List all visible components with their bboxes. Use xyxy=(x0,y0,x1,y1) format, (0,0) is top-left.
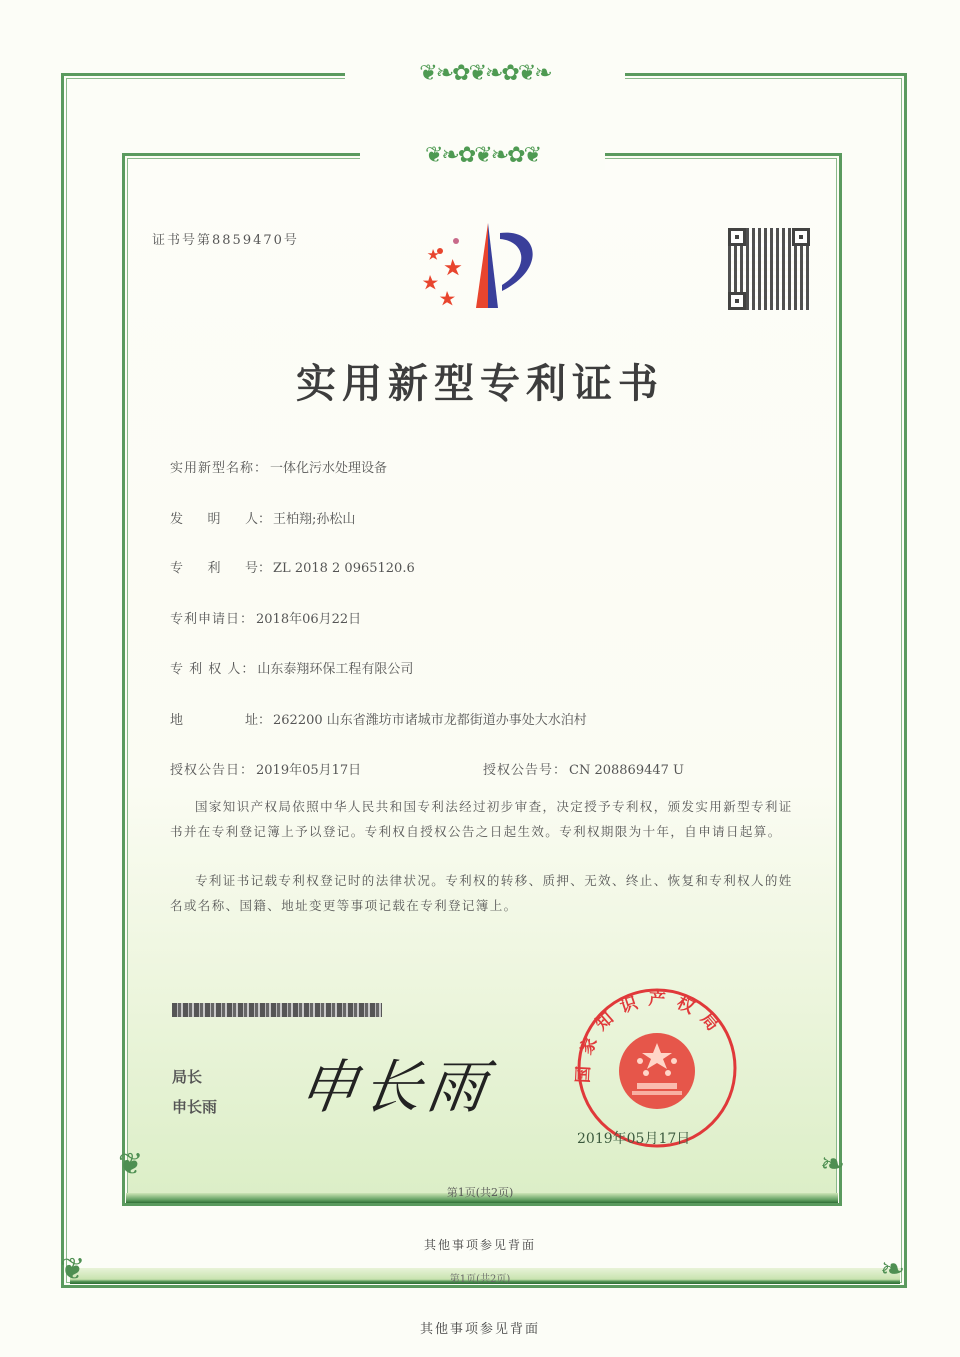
field-value: 王柏翔;孙松山 xyxy=(273,512,356,527)
field-value: 山东泰翔环保工程有限公司 xyxy=(257,662,414,677)
barcode xyxy=(172,1003,382,1017)
label-colon: ： xyxy=(258,713,272,728)
label-colon: ： xyxy=(258,512,272,527)
field-value: 2019年05月17日 xyxy=(256,763,362,778)
corner-flourish-icon: ❦ xyxy=(118,1147,144,1182)
label-char: 地 xyxy=(170,713,184,728)
corner-flourish-icon: ❦ xyxy=(60,1252,86,1287)
field-grant-publication-number xyxy=(483,759,684,778)
label-char: 人 xyxy=(244,512,258,527)
field-label xyxy=(170,709,258,728)
field-label: 实用新型名称： xyxy=(170,461,269,476)
corner-flourish-icon: ❧ xyxy=(880,1252,906,1287)
field-inventor xyxy=(170,508,355,527)
label-char: 址 xyxy=(244,713,258,728)
label-char: 利 xyxy=(207,561,221,576)
field-value: ZL 2018 2 0965120.6 xyxy=(273,561,415,576)
label-char: 明 xyxy=(207,512,221,527)
field-utility-model-name xyxy=(170,457,387,476)
certificate-number: 证书号第8859470号 xyxy=(152,233,299,248)
seal-date: 2019年05月17日 xyxy=(577,1131,691,1147)
label-colon: ： xyxy=(258,561,272,576)
field-grant-date xyxy=(170,759,361,778)
field-filing-date xyxy=(170,608,361,627)
legal-paragraph: 专利证书记载专利权登记时的法律状况。专利权的转移、质押、无效、终止、恢复和专利权人的姓名或名称、国籍、地址变更等事项记载在专利登记簿上。 xyxy=(170,873,793,913)
qr-code xyxy=(728,228,810,310)
director-title: 局长 xyxy=(172,1068,203,1086)
label-char: 号 xyxy=(244,561,258,576)
field-label xyxy=(170,508,258,527)
field-address xyxy=(170,709,587,728)
field-value: 262200 山东省潍坊市诸城市龙都街道办事处大水泊村 xyxy=(273,713,587,728)
page-indicator: 第1页(共2页) xyxy=(446,1186,514,1199)
top-ornament-inner-icon: ❦❧✿❦❧✿❦ xyxy=(360,140,605,170)
back-page-indicator: 第1页(共2页) xyxy=(449,1274,511,1285)
field-label: 授权公告日： xyxy=(170,763,255,778)
director-signature: 申长雨 xyxy=(294,1053,497,1121)
cnipa-logo-icon xyxy=(418,213,548,313)
field-value: CN 208869447 U xyxy=(569,763,684,778)
see-reverse-note: 其他事项参见背面 xyxy=(423,1238,536,1252)
label-char: 专 xyxy=(170,561,184,576)
field-label: 授权公告号： xyxy=(483,763,568,778)
field-patent-number xyxy=(170,557,415,576)
certificate-title: 实用新型专利证书 xyxy=(296,361,664,407)
director-name: 申长雨 xyxy=(172,1098,218,1116)
legal-paragraph: 国家知识产权局依照中华人民共和国专利法经过初步审查，决定授予专利权，颁发实用新型专利证书并在专利登记簿上予以登记。专利权自授权公告之日起生效。专利权期限为十年，自申请日起算。 xyxy=(170,799,793,839)
field-label xyxy=(170,557,258,576)
field-patentee xyxy=(170,658,413,677)
field-value: 一体化污水处理设备 xyxy=(270,461,388,476)
field-value: 2018年06月22日 xyxy=(256,612,362,627)
label-char: 发 xyxy=(170,512,184,527)
field-label: 专利申请日： xyxy=(170,612,255,627)
field-label: 专 利 权 人： xyxy=(170,662,256,677)
back-see-reverse-note: 其他事项参见背面 xyxy=(419,1322,540,1337)
corner-flourish-icon: ❧ xyxy=(820,1147,846,1182)
top-ornament-outer-icon: ❦❧✿❦❧✿❦❧ xyxy=(345,58,625,88)
svg-text:国家知识产权局: 国家知识产权局 xyxy=(573,989,729,1084)
